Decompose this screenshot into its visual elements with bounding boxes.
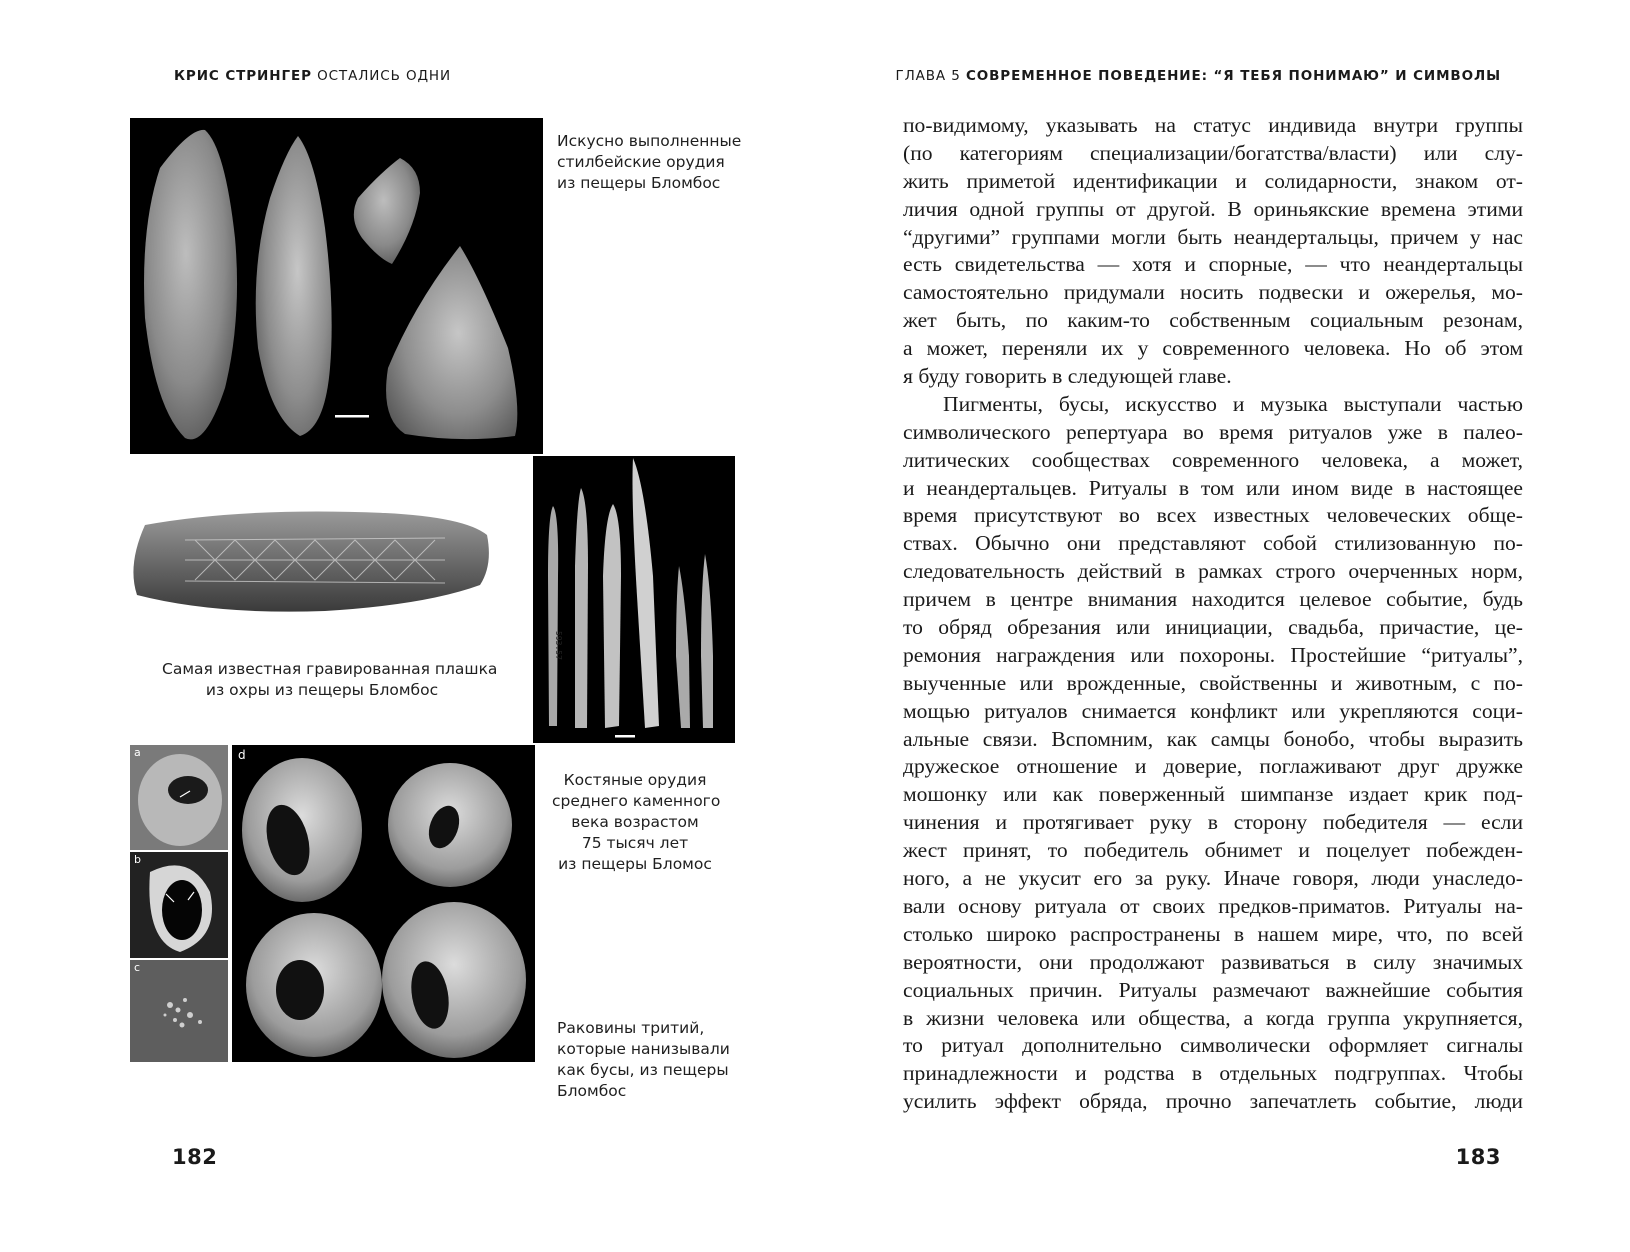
panel-label-c: c xyxy=(134,961,141,974)
body-text-line: мощью ритуалов снимается конфликт или укрепляются соци- xyxy=(903,698,1523,723)
caption-line: из пещеры Бломос xyxy=(558,855,712,873)
body-text-line: следовательность действий в рамках строго очерченных норм, xyxy=(903,559,1523,584)
caption-line: Раковины тритий, xyxy=(557,1019,705,1037)
caption-line: Искусно выполненные xyxy=(557,132,742,150)
body-text-line: а может, переняли их у современного человека. Но об этом xyxy=(903,336,1523,361)
body-text xyxy=(903,112,1523,1116)
caption-line: Костяные орудия xyxy=(563,771,707,789)
body-text-line: я буду говорить в следующей главе. xyxy=(903,364,1232,389)
caption-line: 75 тысяч лет xyxy=(581,834,689,852)
body-text-line: символического репертуара во время ритуалов уже в палео- xyxy=(903,419,1523,444)
stillbay-points-photo xyxy=(130,118,543,454)
body-text-line: принадлежности и родства в отдельных подгруппах. Чтобы xyxy=(903,1061,1523,1086)
caption-line: из охры из пещеры Бломбос xyxy=(205,681,439,699)
body-text-line: столько широко распространены в нашем мире, что, по всей xyxy=(903,921,1523,946)
body-text-line: и неандертальцев. Ритуалы в том или ином виде в настоящее xyxy=(903,475,1523,500)
engraved-ochre-plaque-photo xyxy=(125,505,497,617)
caption-line: стилбейские орудия xyxy=(557,153,725,171)
body-text-line: время присутствуют во всех известных человеческих обще- xyxy=(903,503,1523,528)
panel-label-d: d xyxy=(238,748,246,762)
body-text-line: ремония награждения или похороны. Простейшие “ритуалы”, xyxy=(903,642,1523,667)
caption-line: Самая известная гравированная плашка xyxy=(162,660,498,678)
shell-detail-b-photo xyxy=(130,852,228,958)
caption-line: Бломбос xyxy=(557,1082,627,1100)
body-text-line: жить приметой идентификации и солидарности, знаком от- xyxy=(903,168,1523,193)
running-head-left xyxy=(174,68,451,84)
body-text-line: усилить эффект обряда, прочно запечатлеть событие, люди xyxy=(903,1089,1523,1114)
caption-shell-beads xyxy=(557,1018,730,1102)
running-head-chapter: ГЛАВА 5 xyxy=(895,68,961,84)
body-text-line: ствах. Обычно они представляют собой стилизованную по- xyxy=(903,531,1523,556)
caption-line: которые нанизывали xyxy=(557,1040,730,1058)
body-text-line: то обряд обрезания или инициации, свадьба, причастие, це- xyxy=(903,615,1523,640)
body-text-line: то ритуал дополнительно символически оформляет сигналы xyxy=(903,1033,1523,1058)
page-number-left: 182 xyxy=(172,1145,218,1169)
running-head-chapter-title: СОВРЕМЕННОЕ ПОВЕДЕНИЕ: “Я ТЕБЯ ПОНИМАЮ” И СИМВОЛЫ xyxy=(965,68,1501,84)
caption-engraved-plaque xyxy=(162,659,498,701)
specimen-number: 593.57 xyxy=(554,631,563,660)
shell-detail-a-photo xyxy=(130,745,228,850)
body-text-line: по-видимому, указывать на статус индивида внутри группы xyxy=(903,113,1523,137)
caption-line: века возрастом xyxy=(571,813,699,831)
right-page xyxy=(815,0,1630,1252)
body-text-line: в жизни человека или общества, а когда группа укрупняется, xyxy=(903,1005,1523,1030)
running-head-author: КРИС СТРИНГЕР xyxy=(174,68,312,84)
body-text-line: мошонку или как поверженный шимпанзе издает крик под- xyxy=(903,782,1523,807)
body-text-line: “другими” группами могли быть неандертальцы, причем у нас xyxy=(903,224,1523,249)
caption-line: как бусы, из пещеры xyxy=(557,1061,729,1079)
body-text-line: социальных причин. Ритуалы размечают важнейшие события xyxy=(903,977,1523,1002)
running-head-right xyxy=(895,68,1501,84)
body-text-line: (по категориям специализации/богатства/власти) или слу- xyxy=(903,140,1523,165)
body-text-line: литических сообществах современного человека, а может, xyxy=(903,447,1523,472)
body-text-line: причем в центре внимания находится целевое событие, будь xyxy=(903,587,1523,612)
page-number-right: 183 xyxy=(1455,1145,1501,1169)
panel-label-b: b xyxy=(134,853,141,866)
shell-detail-c-photo xyxy=(130,960,228,1062)
body-text-line: вероятности, они продолжают развиваться в силу значимых xyxy=(903,949,1523,974)
caption-line: из пещеры Бломбос xyxy=(557,174,721,192)
bone-tools-photo xyxy=(533,456,735,743)
running-head-book-title: ОСТАЛИСЬ ОДНИ xyxy=(317,68,451,84)
body-text-line: выученные или врожденные, свойственны и животным, с по- xyxy=(903,670,1523,695)
shell-beads-d-photo xyxy=(232,745,535,1062)
panel-label-a: a xyxy=(134,746,141,759)
caption-line: среднего каменного xyxy=(552,792,721,810)
body-text-line: жет быть, по каким-то собственным социальным резонам, xyxy=(903,308,1523,333)
body-text-line: жест принят, то победитель обнимет и поцелует побежден- xyxy=(903,838,1523,863)
body-text-line: ного, а не укусит его за руку. Иначе говоря, люди унаследо- xyxy=(903,866,1523,891)
body-text-line: личия одной группы от другой. В ориньякские времена этими xyxy=(903,196,1523,221)
caption-bone-tools xyxy=(552,770,721,875)
body-text-line: чинения и протягивает руку в сторону победителя — если xyxy=(903,810,1523,835)
body-text-line: дружеское отношение и доверие, поглаживают друг дружке xyxy=(903,754,1523,779)
body-text-line: самостоятельно придумали носить подвески и ожерелья, мо- xyxy=(903,280,1523,305)
body-text-line: Пигменты, бусы, искусство и музыка выступали частью xyxy=(943,391,1523,416)
body-text-line: альные связи. Вспомним, как самцы бонобо, чтобы выразить xyxy=(903,726,1523,751)
caption-stillbay-points xyxy=(557,131,741,194)
body-text-line: есть свидетельства — хотя и спорные, — что неандертальцы xyxy=(903,252,1523,277)
body-text-line: вали основу ритуала от своих предков-приматов. Ритуалы на- xyxy=(903,893,1523,918)
